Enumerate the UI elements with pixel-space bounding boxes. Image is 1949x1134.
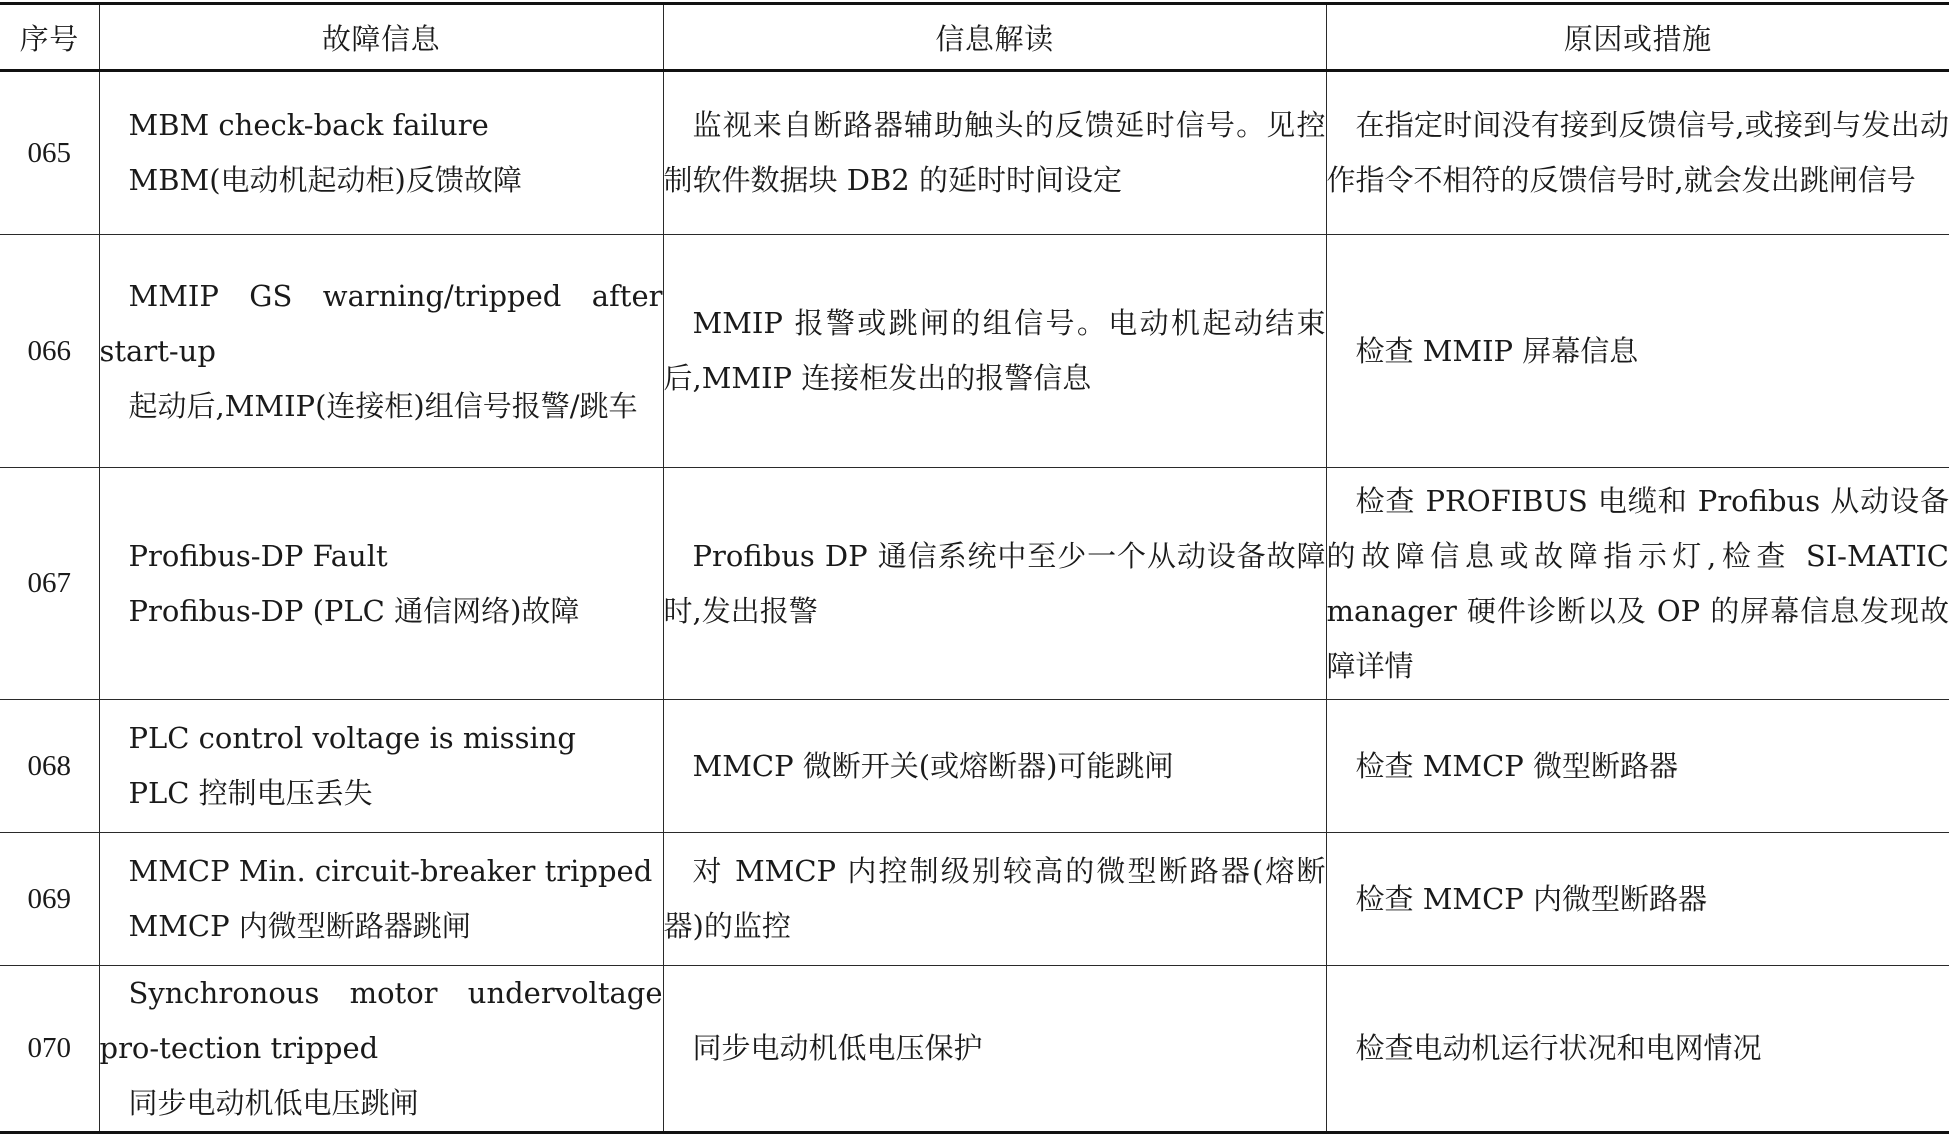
table-row — [0, 235, 1949, 468]
interpretation-cell — [663, 468, 1326, 700]
interpretation-text: Profibus DP 通信系统中至少一个从动设备故障时,发出报警 — [664, 529, 1326, 639]
row-seq: 066 — [0, 235, 99, 468]
row-seq: 069 — [0, 833, 99, 966]
interpretation-cell — [663, 71, 1326, 235]
fault-cn: 同步电动机低电压跳闸 — [100, 1076, 663, 1131]
header-fault: 故障信息 — [99, 4, 663, 71]
interpretation-text: 对 MMCP 内控制级别较高的微型断路器(熔断器)的监控 — [664, 844, 1326, 954]
fault-cell — [99, 235, 663, 468]
fault-en: MMIP GS warning/tripped after start-up — [100, 269, 663, 379]
table-row — [0, 833, 1949, 966]
fault-en: MBM check-back failure — [100, 98, 663, 153]
cause-cell — [1326, 833, 1949, 966]
cause-text: 检查 MMCP 内微型断路器 — [1327, 872, 1949, 927]
fault-table — [0, 2, 1949, 1134]
row-seq: 070 — [0, 966, 99, 1133]
table-row — [0, 468, 1949, 700]
row-seq: 067 — [0, 468, 99, 700]
interpretation-text: 监视来自断路器辅助触头的反馈延时信号。见控制软件数据块 DB2 的延时时间设定 — [664, 98, 1326, 208]
row-seq: 068 — [0, 700, 99, 833]
interpretation-cell — [663, 966, 1326, 1133]
fault-cell — [99, 700, 663, 833]
interpretation-cell — [663, 833, 1326, 966]
interpretation-text: MMIP 报警或跳闸的组信号。电动机起动结束后,MMIP 连接柜发出的报警信息 — [664, 296, 1326, 406]
table-row — [0, 966, 1949, 1133]
table-row — [0, 700, 1949, 833]
cause-text: 检查 MMCP 微型断路器 — [1327, 739, 1949, 794]
row-seq: 065 — [0, 71, 99, 235]
cause-text: 检查 MMIP 屏幕信息 — [1327, 324, 1949, 379]
fault-cell — [99, 71, 663, 235]
cause-cell — [1326, 235, 1949, 468]
interpretation-text: 同步电动机低电压保护 — [664, 1021, 1326, 1076]
fault-en: MMCP Min. circuit-breaker tripped — [100, 844, 663, 899]
header-seq: 序号 — [0, 4, 99, 71]
fault-cn: MBM(电动机起动柜)反馈故障 — [100, 153, 663, 208]
fault-en: PLC control voltage is missing — [100, 711, 663, 766]
interpretation-cell — [663, 235, 1326, 468]
cause-cell — [1326, 966, 1949, 1133]
cause-cell — [1326, 700, 1949, 833]
table-header-row — [0, 4, 1949, 71]
fault-cell — [99, 468, 663, 700]
fault-cn: Profibus-DP (PLC 通信网络)故障 — [100, 584, 663, 639]
fault-cell — [99, 833, 663, 966]
cause-cell — [1326, 71, 1949, 235]
fault-cell — [99, 966, 663, 1133]
interpretation-cell — [663, 700, 1326, 833]
fault-cn: MMCP 内微型断路器跳闸 — [100, 899, 663, 954]
cause-text: 检查 PROFIBUS 电缆和 Profibus 从动设备的故障信息或故障指示灯,检查 SI-MATIC manager 硬件诊断以及 OP 的屏幕信息发现故障详情 — [1327, 474, 1949, 694]
fault-cn: PLC 控制电压丢失 — [100, 766, 663, 821]
header-interpretation: 信息解读 — [663, 4, 1326, 71]
header-cause: 原因或措施 — [1326, 4, 1949, 71]
cause-text: 在指定时间没有接到反馈信号,或接到与发出动作指令不相符的反馈信号时,就会发出跳闸信号 — [1327, 98, 1949, 208]
fault-en: Synchronous motor undervoltage pro-tection tripped — [100, 966, 663, 1076]
table-row — [0, 71, 1949, 235]
fault-cn: 起动后,MMIP(连接柜)组信号报警/跳车 — [100, 379, 663, 434]
fault-en: Profibus-DP Fault — [100, 529, 663, 584]
interpretation-text: MMCP 微断开关(或熔断器)可能跳闸 — [664, 739, 1326, 794]
cause-text: 检查电动机运行状况和电网情况 — [1327, 1021, 1949, 1076]
cause-cell — [1326, 468, 1949, 700]
